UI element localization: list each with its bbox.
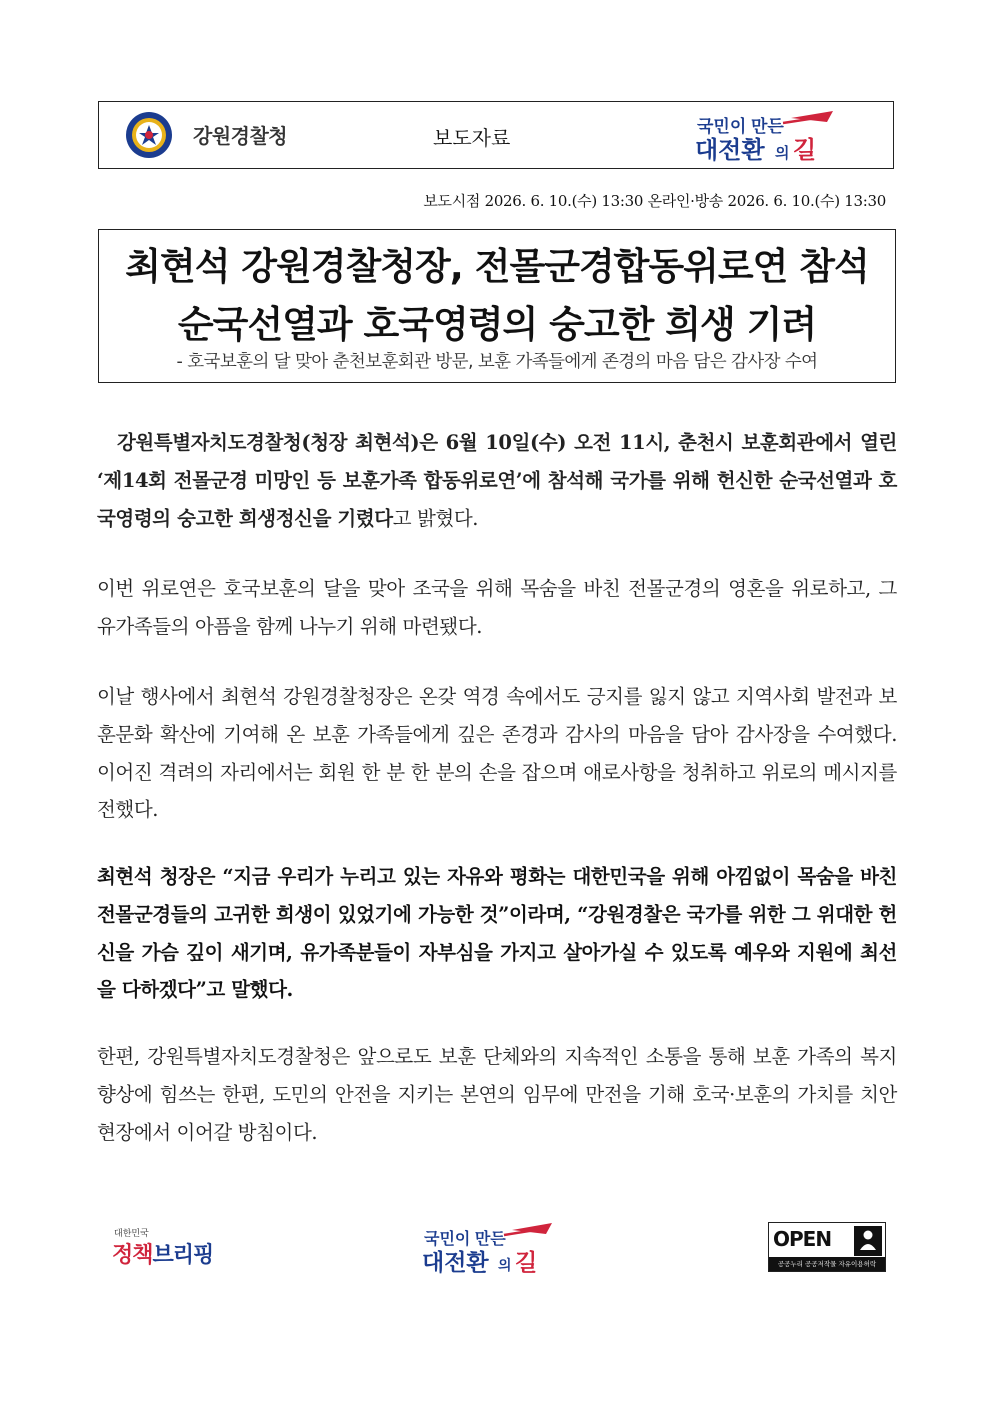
footer-slogan-line1: 국민이 만든 xyxy=(424,1231,506,1248)
policy-briefing-logo xyxy=(112,1226,224,1270)
paragraph-1-lead: 강원특별자치도경찰청(청장 최현석)은 6월 10일(수) 오전 11시, 춘천시 보훈회관에서 열린 ‘제14회 전몰군경 미망인 등 보훈가족 합동위로연’에 참석해 국가를 위해 헌신한 순국선열과 호국영령의 숭고한 희생정신을 기렸다 xyxy=(97,431,897,530)
title-box xyxy=(98,229,896,383)
footer-slogan-logo xyxy=(418,1220,558,1278)
footer-slogan-line2-end: 길 xyxy=(515,1249,538,1275)
briefing-top-text: 대한민국 xyxy=(114,1229,149,1239)
headline-line2: 순국선열과 호국영령의 숭고한 희생 기려 xyxy=(177,303,817,346)
subheadline: - 호국보훈의 달 맞아 춘천보훈회관 방문, 보훈 가족들에게 존경의 마음 담은 감사장 수여 xyxy=(176,352,818,372)
footer-slogan-line2-main: 대전환 xyxy=(422,1249,489,1275)
open-caption: 공공누리 공공저작물 자유이용허락 xyxy=(769,1257,885,1271)
header-box xyxy=(98,101,894,169)
agency-name: 강원경찰청 xyxy=(193,124,288,148)
slogan-line2-small: 의 xyxy=(775,145,790,162)
body-paragraph-5: 한편, 강원특별자치도경찰청은 앞으로도 보훈 단체와의 지속적인 소통을 통해 보훈 가족의 복지 향상에 힘쓰는 한편, 도민의 안전을 지키는 본연의 임무에 만전을 기해 호국·보훈의 가치를 치안 현장에서 이어갈 방침이다. xyxy=(97,1045,897,1144)
slogan-line2-main: 대전환 xyxy=(695,137,765,164)
body-paragraph-1 xyxy=(97,424,897,537)
document-type: 보도자료 xyxy=(433,126,511,150)
open-license-badge xyxy=(768,1222,886,1272)
footer-slogan-line2-small: 의 xyxy=(498,1257,512,1273)
slogan-line1: 국민이 만든 xyxy=(697,117,784,136)
attribution-person-icon xyxy=(854,1226,882,1256)
briefing-red-text: 정책 xyxy=(112,1243,153,1268)
body-paragraph-4-quote: 최현석 청장은 “지금 우리가 누리고 있는 자유와 평화는 대한민국을 위해 아낌없이 목숨을 바친 전몰군경들의 고귀한 희생이 있었기에 가능한 것”이라며, “강원경찰은 국가를 위한 그 위대한 헌신을 가슴 깊이 새기며, 유가족분들이 자부심을 가지고 살아가실 수 있도록 예우와 지원에 최선을 다하겠다”고 말했다. xyxy=(97,865,897,1002)
briefing-main-text xyxy=(112,1238,213,1269)
briefing-blue-text: 브리핑 xyxy=(152,1243,214,1268)
police-emblem-icon xyxy=(125,111,173,159)
open-label: OPEN xyxy=(773,1227,832,1251)
slogan-logo xyxy=(691,108,841,164)
release-time: 보도시점 2026. 6. 10.(수) 13:30 온라인·방송 2026. 6. 10.(수) 13:30 xyxy=(423,192,886,210)
body-paragraph-3: 이날 행사에서 최현석 강원경찰청장은 온갖 역경 속에서도 긍지를 잃지 않고 지역사회 발전과 보훈문화 확산에 기여해 온 보훈 가족들에게 깊은 존경과 감사의 마음을 담아 감사장을 수여했다. 이어진 격려의 자리에서는 회원 한 분 한 분의 손을 잡으며 애로사항을 청취하고 위로의 메시지를 전했다. xyxy=(97,685,897,822)
headline-line1: 최현석 강원경찰청장, 전몰군경합동위로연 참석 xyxy=(125,245,869,288)
body-paragraph-2: 이번 위로연은 호국보훈의 달을 맞아 조국을 위해 목숨을 바친 전몰군경의 영혼을 위로하고, 그 유가족들의 아픔을 함께 나누기 위해 마련됐다. xyxy=(97,577,897,638)
slogan-line2-end: 길 xyxy=(793,137,817,164)
paragraph-1-tail: 고 밝혔다. xyxy=(392,506,479,530)
